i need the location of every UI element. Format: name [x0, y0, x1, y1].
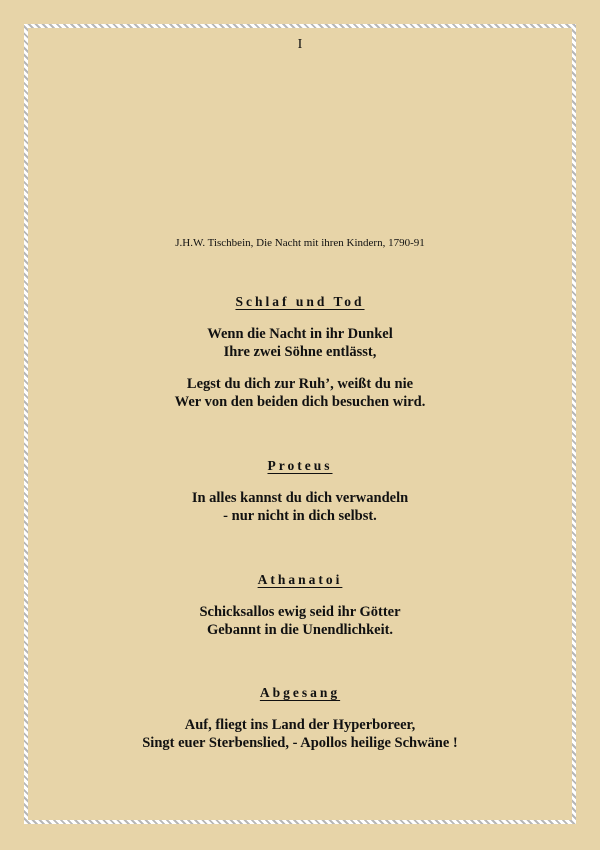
poem-line: Wenn die Nacht in ihr Dunkel [207, 326, 393, 342]
poem-title: Abgesang [259, 685, 341, 700]
poem-line: Auf, fliegt ins Land der Hyperboreer, [184, 717, 416, 733]
poem-line: Schicksallos ewig seid ihr Götter [199, 604, 401, 620]
poem-athanatoi [0, 572, 600, 653]
poem-line: Gebannt in die Unendlichkeit. [206, 622, 394, 638]
poem-line: Wer von den beiden dich besuchen wird. [174, 394, 426, 410]
stanza [0, 716, 600, 752]
poem-line: Singt euer Sterbenslied, - Apollos heilige Schwäne ! [142, 735, 458, 751]
poem-title: Proteus [267, 458, 333, 473]
stanza [0, 489, 600, 525]
poem-schlaf-und-tod [0, 294, 600, 425]
poem-line: In alles kannst du dich verwandeln [191, 490, 409, 506]
stanza [0, 325, 600, 361]
poem-line: Legst du dich zur Ruh’, weißt du nie [186, 376, 414, 392]
poem-line: - nur nicht in dich selbst. [223, 508, 377, 524]
poem-title: Schlaf und Tod [235, 294, 365, 309]
poem-title: Athanatoi [257, 572, 343, 587]
page-number: I [297, 37, 303, 52]
image-caption: J.H.W. Tischbein, Die Nacht mit ihren Kindern, 1790-91 [175, 237, 425, 249]
poem-proteus [0, 458, 600, 539]
stanza [0, 603, 600, 639]
poem-abgesang [0, 685, 600, 766]
poem-line: Ihre zwei Söhne entlässt, [223, 344, 377, 360]
stanza [0, 375, 600, 411]
